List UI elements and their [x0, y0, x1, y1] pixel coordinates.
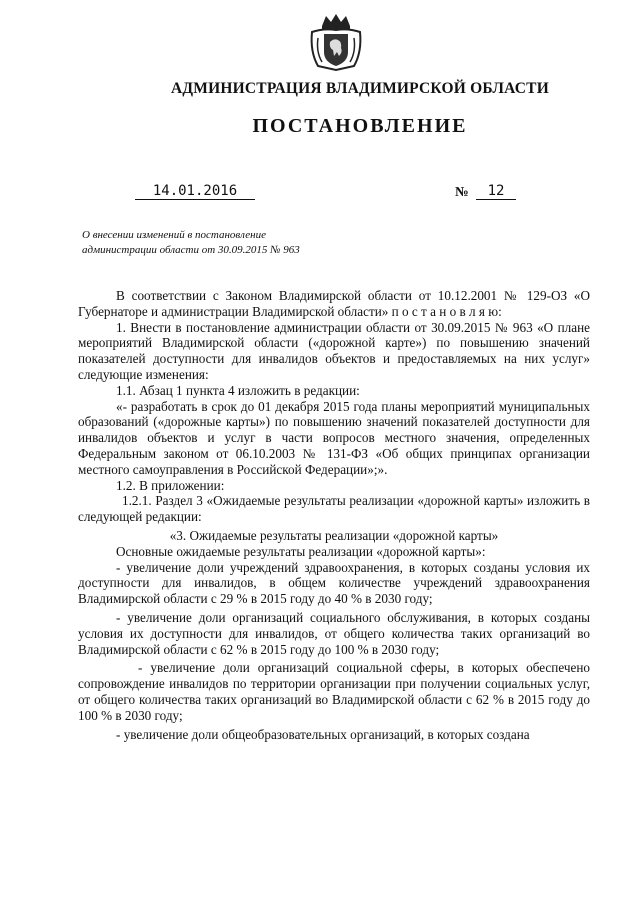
organization-title: АДМИНИСТРАЦИЯ ВЛАДИМИРСКОЙ ОБЛАСТИ — [171, 80, 549, 97]
list-item-schools: - увеличение доли общеобразовательных организаций, в которых создана — [116, 726, 530, 742]
paragraph-preamble: В соответствии с Законом Владимирской области от 10.12.2001 № 129-ОЗ «О Губернаторе и администрации Владимирской области» п о с т а н о в л я ю: — [78, 288, 590, 319]
number-sign: № — [455, 184, 469, 199]
paragraph-item-1-2-1: 1.2.1. Раздел 3 «Ожидаемые результаты реализации «дорожной карты» изложить в следующей редакции: — [78, 493, 590, 525]
list-item-social-sphere: - увеличение доли организаций социальной сферы, в которых обеспечено сопровождение инвалидов по территории организации при получении социальных услуг, от общего количества таких организаций во Владимирской области с 62 % в 2015 году до 100 % в 2030 году; — [78, 660, 590, 723]
document-date: 14.01.2016 — [135, 183, 255, 200]
paragraph-results-intro: Основные ожидаемые результаты реализации «дорожной карты»: — [116, 543, 486, 559]
paragraph-item-1-2: 1.2. В приложении: — [116, 477, 225, 493]
coat-of-arms-icon — [308, 12, 364, 72]
paragraph-item-1: 1. Внести в постановление администрации области от 30.09.2015 № 963 «О плане мероприятий Владимирской области («дорожной карте») по повышению значений показателей доступности для инвалидов объектов и предоставляемых на них услуг» следующие изменения: — [78, 319, 590, 382]
paragraph-item-1-1: 1.1. Абзац 1 пункта 4 изложить в редакции: — [116, 382, 360, 398]
list-item-healthcare: - увеличение доли учреждений здравоохранения, в которых созданы условия их доступности для инвалидов, в общем количестве учреждений здравоохранения Владимирской области с 29 % в 2015 году до 40 % в 2030 году; — [78, 559, 590, 607]
document-subject — [82, 228, 402, 258]
paragraph-quote: «- разработать в срок до 01 декабря 2015 года планы мероприятий муниципальных образований («дорожные карты») по повышению значений показателей доступности для инвалидов объектов и услуг в части вопросов местного значения, определенных Федеральным законом от 06.10.2003 № 131-ФЗ «Об общих принципах организации местного самоуправления в Российской Федерации»;». — [78, 398, 590, 477]
subject-line: администрации области от 30.09.2015 № 963 — [82, 244, 300, 256]
list-item-social-service: - увеличение доли организаций социального обслуживания, в которых созданы условия их доступности для инвалидов, от общего количества таких организаций во Владимирской области с 62 % в 2015 году до 100 % в 2030 году; — [78, 609, 590, 657]
document-type-title: ПОСТАНОВЛЕНИЕ — [252, 115, 468, 137]
subject-line: О внесении изменений в постановление — [82, 229, 266, 241]
document-number: 12 — [476, 183, 516, 200]
document-body — [78, 288, 590, 742]
section-heading: «3. Ожидаемые результаты реализации «дорожной карты» — [169, 527, 499, 543]
